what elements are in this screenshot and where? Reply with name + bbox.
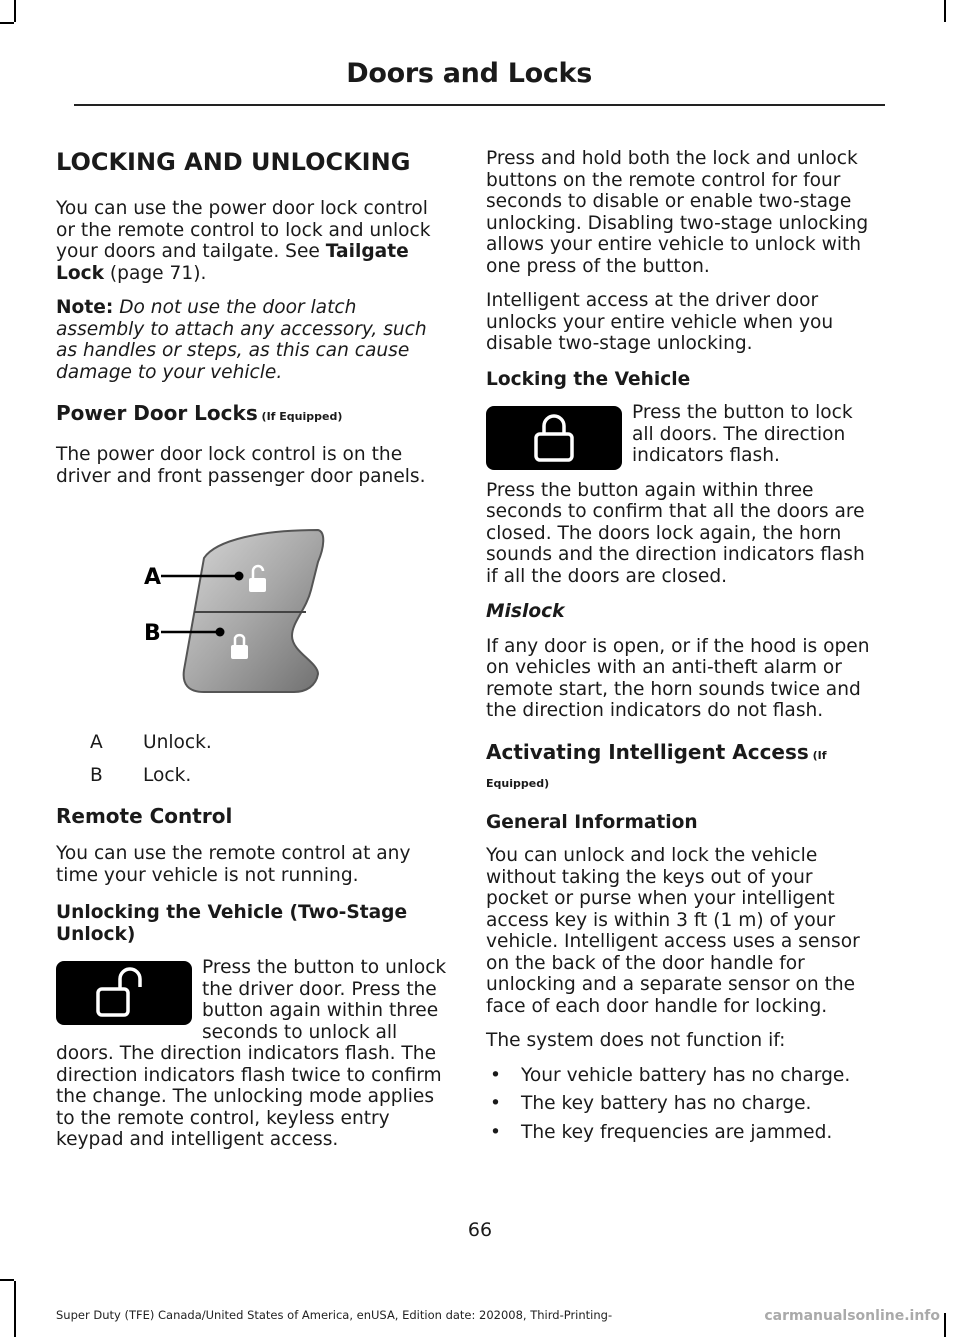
intro-page-ref: (page 71). [104, 262, 207, 284]
mislock-heading: Mislock [486, 601, 565, 622]
list-item-text: The key frequencies are jammed. [521, 1121, 833, 1143]
tailgate-lock-link[interactable]: Tailgate Lock [56, 241, 409, 284]
legend-row [56, 732, 448, 754]
legend-value: Lock. [143, 764, 192, 786]
footer-text: Super Duty (TFE) Canada/United States of America, enUSA, Edition date: 202008, Third-Printing- [56, 1308, 613, 1322]
legend-value: Unlock. [143, 732, 212, 753]
door-lock-switch-illustration [56, 500, 448, 720]
intro-paragraph [56, 198, 448, 284]
crop-mark [944, 0, 946, 22]
intelligent-access-paragraph: Intelligent access at the driver door unlocks your entire vehicle when you disable two-stage unlocking. [486, 290, 834, 354]
bullet: • [490, 1121, 501, 1143]
header-divider [74, 104, 885, 106]
list-item-text: The key battery has no charge. [521, 1093, 812, 1114]
note-paragraph [56, 297, 448, 383]
power-locks-paragraph: The power door lock control is on the driver and front passenger door panels. [56, 444, 426, 487]
power-heading-text: Power Door Locks [56, 401, 258, 425]
confirm-paragraph: Press the button again within three seconds to confirm that all the doors are closed. The doors lock again, the horn sounds and the direction indicators flash if all the doors are closed. [486, 479, 865, 587]
callout-dot-b [216, 628, 225, 637]
general-information-heading: General Information [486, 811, 698, 833]
locking-paragraph: Press the button to lock all doors. The direction indicators flash. [632, 402, 853, 466]
bullet: • [490, 1093, 501, 1114]
lock-padlock-icon [528, 412, 580, 464]
door-lock-switch-figure [56, 500, 448, 720]
watermark: carmanualsonline.info [764, 1308, 940, 1324]
callout-dot-a [235, 572, 244, 581]
power-heading-suffix: (If Equipped) [257, 410, 343, 423]
list-item [486, 1122, 878, 1144]
left-column [56, 140, 448, 1164]
lock-button-image [486, 406, 622, 470]
unlock-padlock-icon [94, 967, 154, 1019]
legend-key: B [90, 764, 103, 786]
ia-heading-text: Activating Intelligent Access [486, 739, 809, 764]
section-heading: LOCKING AND UNLOCKING [56, 148, 411, 176]
unlocking-paragraph: Press the button to unlock the driver door. Press the button again within three seconds to unlock all doors. The direction indicators flash. The direction indicators flash twice to confirm the change. The unlocking mode applies to the remote control, keyless entry keypad and intelligent access. [56, 957, 447, 1150]
unlock-button-image [56, 961, 192, 1025]
limitations-list [486, 1065, 878, 1144]
note-label: Note: [56, 297, 114, 318]
crop-mark [14, 1281, 16, 1337]
list-item-text: Your vehicle battery has no charge. [521, 1064, 851, 1086]
figure-label-a: A [144, 565, 162, 590]
list-item [486, 1065, 878, 1087]
page-header-title: Doors and Locks [346, 58, 592, 89]
activating-ia-heading [486, 740, 878, 796]
list-item [486, 1093, 878, 1115]
remote-control-heading: Remote Control [56, 804, 233, 828]
mislock-paragraph: If any door is open, or if the hood is open on vehicles with an anti-theft alarm or remote start, the horn sounds twice and the direction indicators do not flash. [486, 635, 870, 721]
right-column [486, 148, 878, 1156]
figure-label-b: B [144, 621, 161, 646]
power-door-locks-heading [56, 401, 448, 429]
two-stage-paragraph: Press and hold both the lock and unlock buttons on the remote control for four seconds to disable or enable two-stage unlocking. Disabling two-stage unlocking allows your entire vehicle to unlock with one press of the button. [486, 148, 869, 277]
legend-key: A [90, 732, 103, 753]
crop-mark [0, 22, 14, 24]
bullet: • [490, 1064, 501, 1086]
remote-control-paragraph: You can use the remote control at any time your vehicle is not running. [56, 843, 411, 886]
intro-text: You can use the power door lock control or the remote control to lock and unlock your doors and tailgate. See [56, 198, 431, 262]
ia-heading-suffix: (If Equipped) [486, 748, 827, 790]
locking-heading: Locking the Vehicle [486, 368, 691, 390]
crop-mark [0, 1279, 14, 1281]
crop-mark [944, 1313, 946, 1337]
unlocking-heading: Unlocking the Vehicle (Two-Stage Unlock) [56, 902, 408, 945]
legend-row [56, 765, 448, 787]
system-limitations-intro: The system does not function if: [486, 1030, 786, 1051]
crop-mark [14, 0, 16, 22]
note-text: Do not use the door latch assembly to attach any accessory, such as handles or steps, as this can cause damage to your vehicle. [56, 297, 427, 383]
general-information-paragraph: You can unlock and lock the vehicle without taking the keys out of your pocket or purse when your intelligent access key is within 3 ft (1 m) of your vehicle. Intelligent access uses a sensor on the back of the door handle for unlocking and a separate sensor on the face of each door handle for locking. [486, 845, 860, 1017]
page-number: 66 [467, 1219, 493, 1241]
